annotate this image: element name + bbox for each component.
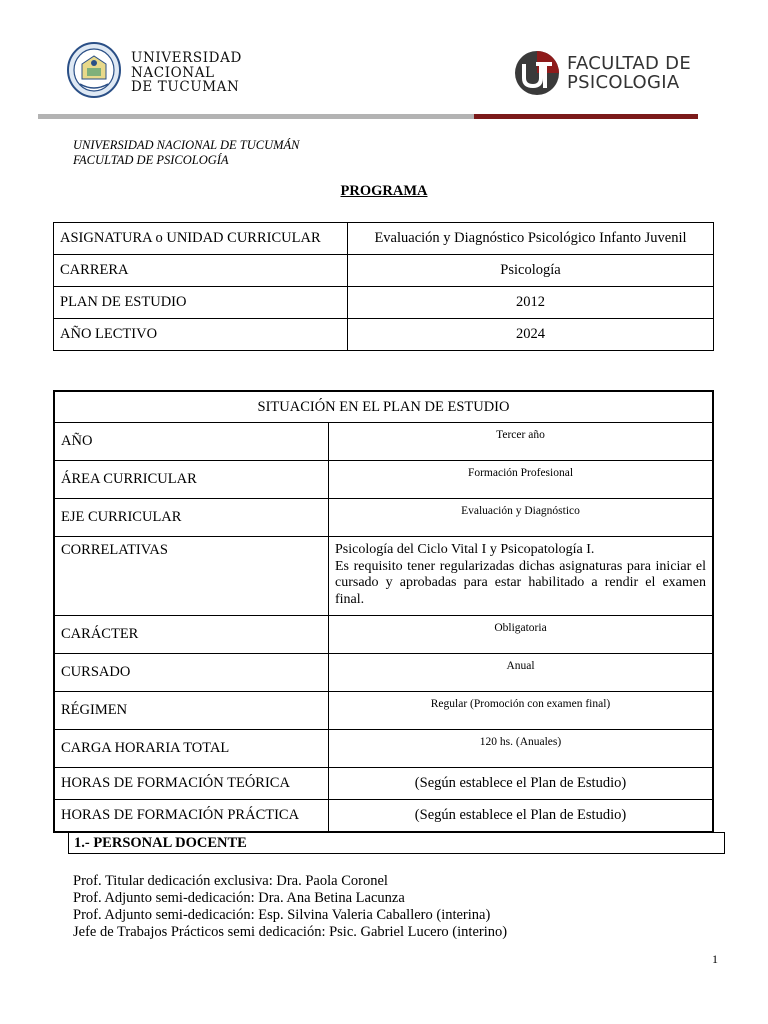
table-row bbox=[54, 287, 714, 319]
table-heading-row bbox=[54, 391, 713, 423]
row-value: Tercer año bbox=[329, 423, 714, 461]
table-row bbox=[54, 800, 713, 833]
row-label: RÉGIMEN bbox=[54, 692, 329, 730]
faculty-name-line: PSICOLOGIA bbox=[567, 72, 680, 93]
table-row bbox=[54, 768, 713, 800]
row-value: (Según establece el Plan de Estudio) bbox=[329, 800, 714, 833]
header-divider-gray bbox=[38, 114, 474, 119]
row-label: HORAS DE FORMACIÓN TEÓRICA bbox=[54, 768, 329, 800]
row-value: Anual bbox=[329, 654, 714, 692]
university-seal-icon bbox=[67, 42, 121, 98]
page-number: 1 bbox=[712, 952, 718, 966]
row-label: PLAN DE ESTUDIO bbox=[54, 287, 348, 319]
faculty-name bbox=[567, 54, 691, 92]
correlativas-requirement: Es requisito tener regularizadas dichas asignaturas para iniciar el cursado y aprobadas para estar habilitado a rendir el examen final. bbox=[335, 558, 706, 607]
staff-list bbox=[73, 873, 507, 941]
row-value: Psicología bbox=[348, 255, 714, 287]
list-item: Prof. Titular dedicación exclusiva: Dra. Paola Coronel bbox=[73, 873, 388, 889]
row-value: Obligatoria bbox=[329, 616, 714, 654]
row-value: 2012 bbox=[348, 287, 714, 319]
row-label: CORRELATIVAS bbox=[54, 537, 329, 616]
row-value: Evaluación y Diagnóstico Psicológico Infanto Juvenil bbox=[348, 223, 714, 255]
study-plan-table bbox=[53, 390, 714, 833]
table-row bbox=[54, 423, 713, 461]
table-row bbox=[54, 223, 714, 255]
table-row bbox=[54, 499, 713, 537]
row-label: AÑO bbox=[54, 423, 329, 461]
section-title: 1.- PERSONAL DOCENTE bbox=[74, 835, 247, 851]
row-label: CARRERA bbox=[54, 255, 348, 287]
document-title: PROGRAMA bbox=[340, 183, 428, 199]
faculty-name-line: FACULTAD DE bbox=[567, 53, 692, 74]
institution-heading bbox=[73, 138, 300, 167]
section-heading-box bbox=[68, 832, 725, 854]
row-label: HORAS DE FORMACIÓN PRÁCTICA bbox=[54, 800, 329, 833]
table-row bbox=[54, 654, 713, 692]
table-row bbox=[54, 319, 714, 351]
table-row bbox=[54, 537, 713, 616]
psychology-faculty-logo-icon bbox=[514, 50, 560, 96]
table-row bbox=[54, 730, 713, 768]
university-name-line: NACIONAL bbox=[131, 64, 215, 81]
university-name-line: UNIVERSIDAD bbox=[131, 50, 242, 66]
table-row bbox=[54, 692, 713, 730]
row-label: CARGA HORARIA TOTAL bbox=[54, 730, 329, 768]
row-value: 120 hs. (Anuales) bbox=[329, 730, 714, 768]
row-value bbox=[329, 537, 714, 616]
row-label: EJE CURRICULAR bbox=[54, 499, 329, 537]
row-label: CURSADO bbox=[54, 654, 329, 692]
university-name-line: DE TUCUMAN bbox=[131, 79, 240, 95]
table-row bbox=[54, 461, 713, 499]
list-item: Prof. Adjunto semi-dedicación: Dra. Ana Betina Lacunza bbox=[73, 890, 405, 906]
correlativas-subjects: Psicología del Ciclo Vital I y Psicopatología I. bbox=[335, 542, 595, 557]
institution-line: FACULTAD DE PSICOLOGÍA bbox=[73, 152, 229, 167]
row-label: ÁREA CURRICULAR bbox=[54, 461, 329, 499]
row-label: CARÁCTER bbox=[54, 616, 329, 654]
header-divider-red bbox=[474, 114, 698, 119]
row-value: Regular (Promoción con examen final) bbox=[329, 692, 714, 730]
institution-line: UNIVERSIDAD NACIONAL DE TUCUMÁN bbox=[73, 138, 300, 152]
row-label: ASIGNATURA o UNIDAD CURRICULAR bbox=[54, 223, 348, 255]
table-row bbox=[54, 255, 714, 287]
row-value: (Según establece el Plan de Estudio) bbox=[329, 768, 714, 800]
table-heading: SITUACIÓN EN EL PLAN DE ESTUDIO bbox=[54, 391, 713, 423]
table-row bbox=[54, 616, 713, 654]
list-item: Jefe de Trabajos Prácticos semi dedicación: Psic. Gabriel Lucero (interino) bbox=[73, 924, 508, 940]
row-label: AÑO LECTIVO bbox=[54, 319, 348, 351]
row-value: Evaluación y Diagnóstico bbox=[329, 499, 714, 537]
list-item: Prof. Adjunto semi-dedicación: Esp. Silvina Valeria Caballero (interina) bbox=[73, 907, 491, 923]
university-name bbox=[131, 51, 242, 95]
row-value: 2024 bbox=[348, 319, 714, 351]
course-info-table bbox=[53, 222, 714, 351]
row-value: Formación Profesional bbox=[329, 461, 714, 499]
